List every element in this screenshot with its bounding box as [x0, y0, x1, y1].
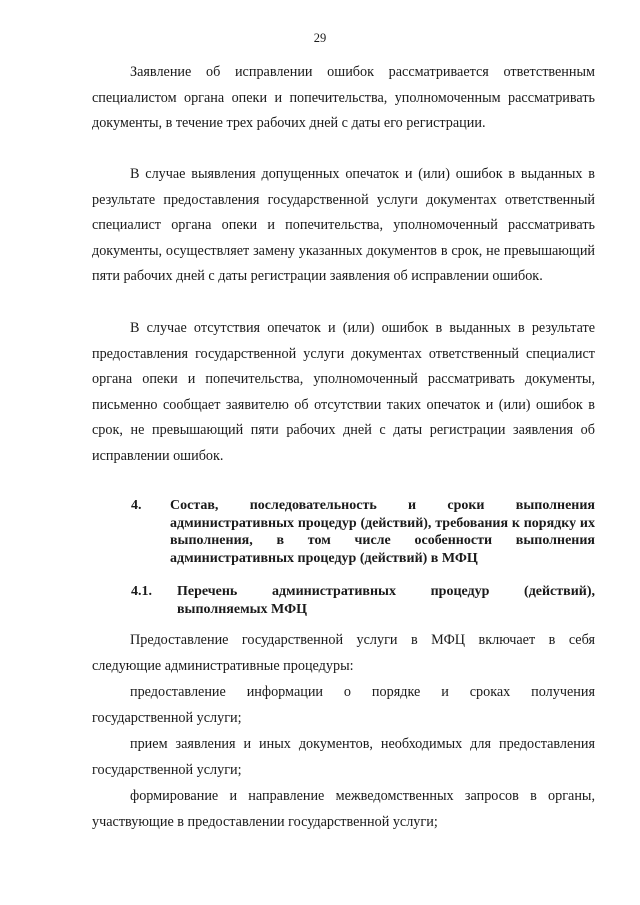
list-item-interagency-requests: формирование и направление межведомственных запросов в органы, участвующие в предоставлении государственной услуги; — [92, 788, 595, 830]
section-4-1-number: 4.1. — [131, 584, 152, 599]
section-4-1-title: Перечень административных процедур (действий), выполняемых МФЦ — [177, 584, 595, 617]
list-item-information: предоставление информации о порядке и сроках получения государственной услуги; — [92, 684, 595, 726]
section-4-number: 4. — [131, 498, 142, 513]
paragraph-document-replacement: В случае выявления допущенных опечаток и (или) ошибок в выданных в результате предоставления государственной услуги документах ответственный специалист органа опеки и попечительства, уполномоченный рассматривать документы, осуществляет замену указанных документов в срок, не превышающий пяти рабочих дней с даты регистрации заявления об исправлении ошибок. — [92, 166, 595, 285]
section-4-title: Состав, последовательность и сроки выполнения административных процедур (действий), требования к порядку их выполнения, в том числе особенности выполнения административных процедур (действий) в МФЦ — [170, 498, 595, 566]
paragraph-no-errors-notice: В случае отсутствия опечаток и (или) ошибок в выданных в результате предоставления государственной услуги документах ответственный специалист органа опеки и попечительства, уполномоченный рассматривать документы, письменно сообщает заявителю об отсутствии таких опечаток и (или) ошибок в срок, не превышающий пяти рабочих дней с даты регистрации заявления об исправлении ошибок. — [92, 320, 595, 464]
list-item-reception: прием заявления и иных документов, необходимых для предоставления государственной услуги; — [92, 736, 595, 778]
page-number: 29 — [313, 31, 327, 45]
paragraph-mfc-procedures-intro: Предоставление государственной услуги в МФЦ включает в себя следующие административные процедуры: — [92, 632, 595, 674]
paragraph-error-correction-review: Заявление об исправлении ошибок рассматривается ответственным специалистом органа опеки и попечительства, уполномоченным рассматривать документы, в течение трех рабочих дней с даты его регистрации. — [92, 64, 595, 132]
